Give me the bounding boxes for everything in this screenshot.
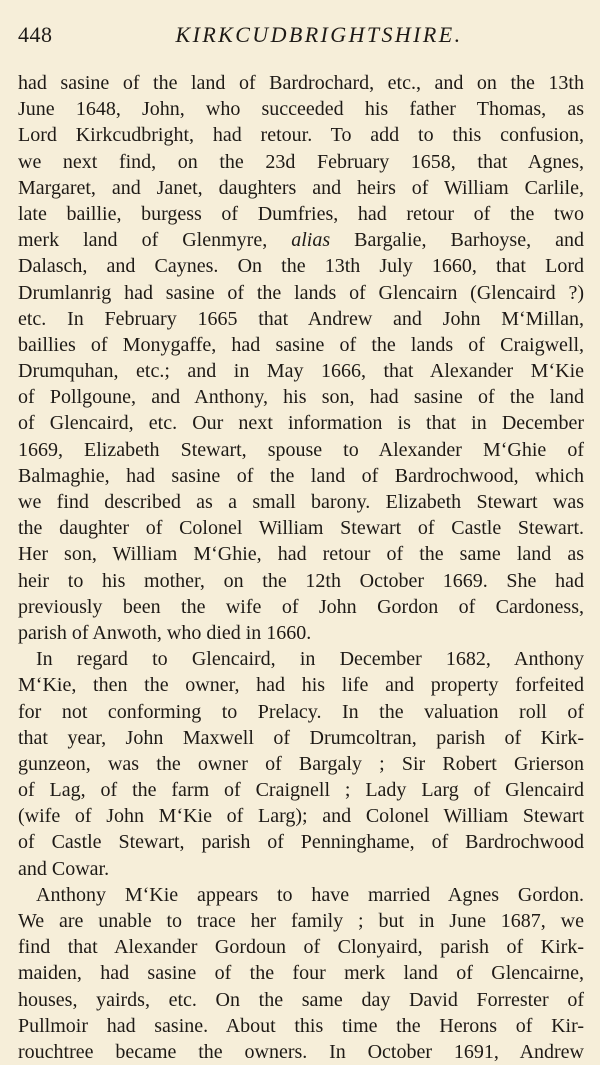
page-header bbox=[18, 22, 584, 52]
body-text bbox=[18, 70, 584, 1065]
text-line: heir to his mother, on the 12th October 1669. She had bbox=[18, 569, 584, 592]
text-line: had sasine of the land of Bardrochard, etc., and on the 13th bbox=[18, 72, 584, 94]
text-line: and Cowar. bbox=[18, 857, 110, 880]
text-line: Drumlanrig had sasine of the lands of Glencairn (Glencaird ?) bbox=[18, 281, 584, 304]
text-line: we find described as a small barony. Elizabeth Stewart was bbox=[18, 491, 584, 513]
text-line: the daughter of Colonel William Stewart of Castle Stewart. bbox=[18, 517, 584, 540]
text-line: of Pollgoune, and Anthony, his son, had sasine of the land bbox=[18, 386, 584, 409]
text-line: etc. In February 1665 that Andrew and John M‘Millan, bbox=[18, 307, 584, 330]
text-line: baillies of Monygaffe, had sasine of the lands of Craigwell, bbox=[18, 333, 584, 356]
text-line: of Lag, of the farm of Craignell ; Lady Larg of Glencaird bbox=[18, 779, 584, 802]
text-line: houses, yairds, etc. On the same day David Forrester of bbox=[18, 988, 584, 1011]
text-line: for not conforming to Prelacy. In the valuation roll of bbox=[18, 700, 584, 723]
text-line: of Glencaird, etc. Our next information is that in December bbox=[18, 412, 584, 435]
text-line: Lord Kirkcudbright, had retour. To add to this confusion, bbox=[18, 124, 584, 147]
text-line: Drumquhan, etc.; and in May 1666, that Alexander M‘Kie bbox=[18, 360, 584, 383]
italic-word: alias bbox=[291, 229, 331, 252]
running-head: KIRKCUDBRIGHTSHIRE. bbox=[175, 22, 463, 47]
text-line: Dalasch, and Caynes. On the 13th July 1660, that Lord bbox=[18, 255, 584, 278]
text-line: In regard to Glencaird, in December 1682, Anthony bbox=[36, 648, 584, 671]
text-line: late baillie, burgess of Dumfries, had retour of the two bbox=[18, 202, 584, 225]
text-line: Margaret, and Janet, daughters and heirs of William Carlile, bbox=[18, 176, 584, 199]
text-line: we next find, on the 23d February 1658, that Agnes, bbox=[18, 150, 584, 173]
text-line: Anthony M‘Kie appears to have married Agnes Gordon. bbox=[36, 883, 584, 906]
text-line: maiden, had sasine of the four merk land of Glencairne, bbox=[18, 962, 584, 985]
text-line: M‘Kie, then the owner, had his life and property forfeited bbox=[18, 674, 584, 697]
text-line: June 1648, John, who succeeded his father Thomas, as bbox=[18, 98, 584, 121]
text-line: Pullmoir had sasine. About this time the Herons of Kir- bbox=[18, 1014, 584, 1037]
text-line: of Castle Stewart, parish of Penninghame, of Bardrochwood bbox=[18, 831, 584, 854]
text-line: merk land of Glenmyre, alias Bargalie, Barhoyse, and bbox=[18, 229, 584, 252]
text-line: gunzeon, was the owner of Bargaly ; Sir Robert Grierson bbox=[18, 752, 584, 775]
text-line: 1669, Elizabeth Stewart, spouse to Alexander M‘Ghie of bbox=[18, 438, 584, 461]
text-line: We are unable to trace her family ; but in June 1687, we bbox=[18, 910, 584, 932]
text-line: rouchtree became the owners. In October 1691, Andrew bbox=[18, 1040, 584, 1063]
page-number: 448 bbox=[18, 22, 53, 47]
text-line: that year, John Maxwell of Drumcoltran, parish of Kirk- bbox=[18, 726, 584, 749]
text-line: previously been the wife of John Gordon of Cardoness, bbox=[18, 595, 584, 618]
text-line: (wife of John M‘Kie of Larg); and Colonel William Stewart bbox=[18, 805, 584, 828]
text-line: Balmaghie, had sasine of the land of Bardrochwood, which bbox=[18, 464, 584, 487]
text-line: parish of Anwoth, who died in 1660. bbox=[18, 621, 312, 644]
text-line: find that Alexander Gordoun of Clonyaird, parish of Kirk- bbox=[18, 936, 584, 959]
text-line: Her son, William M‘Ghie, had retour of the same land as bbox=[18, 543, 584, 566]
